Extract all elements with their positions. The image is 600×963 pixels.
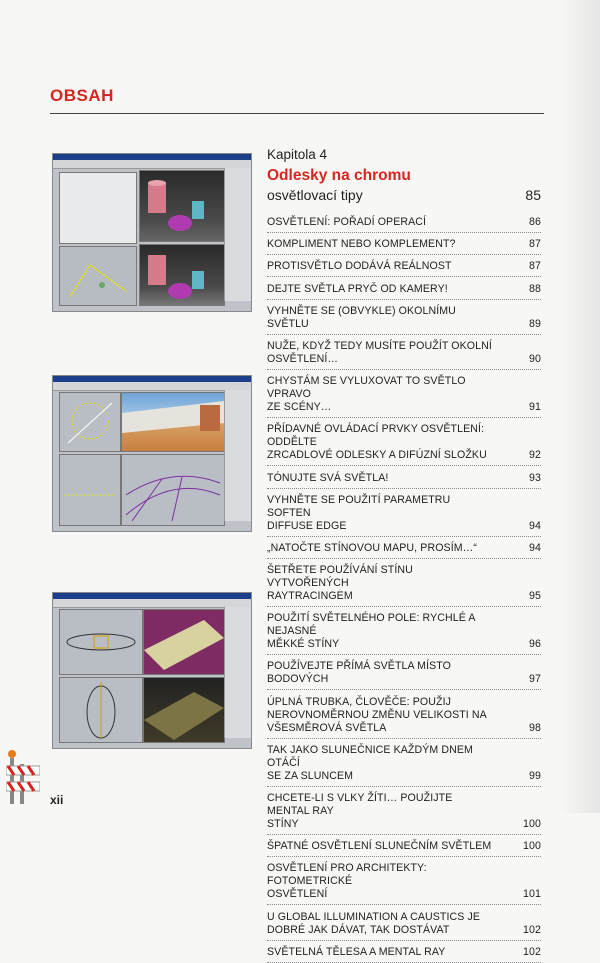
toc-entry-title: ŠETŘETE POUŽÍVÁNÍ STÍNU VYTVOŘENÝCH RAYTRACINGEM <box>267 564 413 603</box>
toc-entry <box>267 946 541 959</box>
toc-entry-page: 102 <box>523 923 541 936</box>
screenshot-teapot-scene <box>52 153 252 312</box>
toc-entry-title: VYHNĚTE SE (OBVYKLE) OKOLNÍMU SVĚTLU <box>267 304 456 330</box>
toc-entry-title: ŠPATNÉ OSVĚTLENÍ SLUNEČNÍM SVĚTLEM <box>267 840 492 853</box>
toc-entry <box>267 305 541 331</box>
toc-entry-title: KOMPLIMENT NEBO KOMPLEMENT? <box>267 238 456 251</box>
viewport-render-purple <box>143 609 225 675</box>
section-title: OBSAH <box>50 86 114 105</box>
toc-entry-page: 100 <box>523 840 541 853</box>
toc-entry-page: 91 <box>529 401 541 414</box>
toc-entry-page: 100 <box>523 818 541 830</box>
toc-entry <box>267 911 541 937</box>
page-edge-shadow <box>560 0 600 813</box>
toc-entry-page: 102 <box>523 945 541 958</box>
toc-entry <box>267 494 541 533</box>
toc-entry <box>267 216 541 229</box>
toc-entry <box>267 840 541 853</box>
viewport-bottom-render <box>139 244 225 306</box>
toc-entry-page: 101 <box>523 888 541 901</box>
page-number: xii <box>50 793 64 807</box>
toc-entry-page: 95 <box>529 590 541 603</box>
toc-entry-page: 99 <box>529 769 541 782</box>
viewport-front <box>59 246 137 306</box>
toc-entry-page: 92 <box>529 449 541 462</box>
toc-entry-title: „NATOČTE STÍNOVOU MAPU, PROSÍM…“ <box>267 541 477 554</box>
toc-entry-page: 86 <box>529 216 541 228</box>
viewport-render-ground <box>143 677 225 743</box>
viewport-top-sun <box>59 609 143 675</box>
screenshot-architecture-scene <box>52 375 252 532</box>
toc-entry-page: 88 <box>529 282 541 295</box>
toc-entry-title: PROTISVĚTLO DODÁVÁ REÁLNOST <box>267 260 452 273</box>
toc-entry-title: CHYSTÁM SE VYLUXOVAT TO SVĚTLO VPRAVO ZE SCÉNY… <box>267 375 466 414</box>
toc-entry <box>267 238 541 251</box>
toc-entry <box>267 283 541 296</box>
chapter-subtitle: osvětlovací tipy <box>267 187 363 203</box>
viewport-top-render <box>139 170 225 242</box>
toc-entry-title: SVĚTELNÁ TĚLESA A MENTAL RAY <box>267 945 446 958</box>
toc-entry-title: NUŽE, KDYŽ TEDY MUSÍTE POUŽÍT OKOLNÍ OSVĚTLENÍ… <box>267 339 492 365</box>
toc-entry-title: DEJTE SVĚTLA PRYČ OD KAMERY! <box>267 282 448 295</box>
toc-entry-page: 89 <box>529 317 541 330</box>
viewport-left-wire <box>59 454 121 526</box>
road-barrier-icon <box>6 750 40 806</box>
toc-entry <box>267 542 541 555</box>
toc-entry <box>267 423 541 462</box>
toc-entry <box>267 472 541 485</box>
chapter-label: Kapitola 4 <box>267 147 328 162</box>
toc-entry <box>267 862 541 901</box>
toc-entry-page: 96 <box>529 638 541 651</box>
toc-entry-page: 98 <box>529 721 541 734</box>
toc-entry-title: ÚPLNÁ TRUBKA, ČLOVĚČE: POUŽIJ NEROVNOMĚRNOU ZMĚNU VELIKOSTI NA VŠESMĚROVÁ SVĚTLA <box>267 695 487 734</box>
toc-entry-page: 87 <box>529 238 541 251</box>
toc-entry <box>267 612 541 651</box>
toc-entry <box>267 340 541 366</box>
toc-entry-page: 93 <box>529 471 541 484</box>
toc-entry-page: 94 <box>529 541 541 554</box>
toc-entry-page: 90 <box>529 352 541 365</box>
toc-entry <box>267 660 541 686</box>
toc-entry <box>267 792 541 831</box>
dialog-panel <box>59 172 137 244</box>
toc-entry-title: U GLOBAL ILLUMINATION A CAUSTICS JE DOBRÉ JAK DÁVAT, TAK DOSTÁVAT <box>267 910 481 936</box>
chapter-page-number: 85 <box>525 187 541 203</box>
toc-entry-title: TAK JAKO SLUNEČNICE KAŽDÝM DNEM OTÁČÍ SE ZA SLUNCEM <box>267 743 473 782</box>
toc-entry <box>267 564 541 603</box>
toc-entry-title: OSVĚTLENÍ: POŘADÍ OPERACÍ <box>267 216 427 228</box>
viewport-render <box>121 392 225 452</box>
chapter-title: Odlesky na chromu <box>267 167 411 184</box>
header-rule <box>50 113 544 114</box>
toc-entry <box>267 696 541 735</box>
toc-entry-title: TÓNUJTE SVÁ SVĚTLA! <box>267 471 389 484</box>
viewport-top-wire <box>59 392 121 452</box>
toc-entry <box>267 744 541 783</box>
toc-entry <box>267 260 541 273</box>
toc-entry-page: 87 <box>529 260 541 273</box>
toc-entry-title: CHCETE-LI S VLKY ŽÍTI… POUŽIJTE MENTAL RAY STÍNY <box>267 792 453 830</box>
toc-entry-title: POUŽÍVEJTE PŘÍMÁ SVĚTLA MÍSTO BODOVÝCH <box>267 660 452 686</box>
viewport-front-sun <box>59 677 143 743</box>
toc-entry <box>267 375 541 414</box>
toc-entry-title: POUŽITÍ SVĚTELNÉHO POLE: RYCHLÉ A NEJASNÉ MĚKKÉ STÍNY <box>267 612 475 651</box>
viewport-perspective-wire <box>121 454 225 526</box>
toc-entry-page: 94 <box>529 519 541 532</box>
toc-entry-title: OSVĚTLENÍ PRO ARCHITEKTY: FOTOMETRICKÉ OSVĚTLENÍ <box>267 862 427 901</box>
table-of-contents <box>267 216 541 959</box>
toc-entry-title: PŘÍDAVNÉ OVLÁDACÍ PRVKY OSVĚTLENÍ: ODDĚLTE ZRCADLOVÉ ODLESKY A DIFÚZNÍ SLOŽKU <box>267 423 487 462</box>
toc-entry-title: VYHNĚTE SE POUŽITÍ PARAMETRU SOFTEN DIFFUSE EDGE <box>267 493 451 532</box>
screenshot-sun-lighting <box>52 592 252 749</box>
toc-entry-page: 97 <box>529 673 541 686</box>
